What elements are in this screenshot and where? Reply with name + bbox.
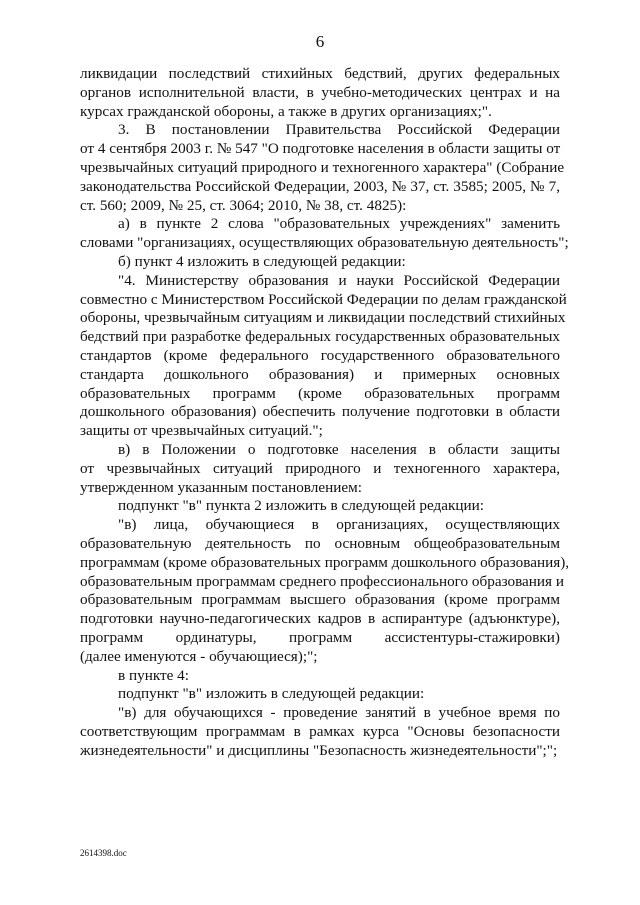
text-line: образовательных программ (кроме образовательных программ bbox=[80, 384, 560, 402]
page-number: 6 bbox=[315, 32, 325, 51]
text-line: а) в пункте 2 слова "образовательных учреждениях" заменить bbox=[118, 215, 560, 233]
document-body bbox=[80, 65, 570, 760]
text-line: обороны, чрезвычайным ситуациям и ликвидации последствий стихийных bbox=[80, 309, 566, 327]
text-line: программ ординатуры, программ ассистентуры-стажировки) bbox=[80, 628, 560, 646]
text-line: органов исполнительной власти, в учебно-методических центрах и на bbox=[80, 83, 560, 101]
text-line: образовательную деятельность по основным общеобразовательным bbox=[80, 534, 560, 552]
text-line: образовательным программам высшего образования (кроме программ bbox=[80, 591, 560, 609]
text-line: "в) для обучающихся - проведение занятий в учебное время по bbox=[118, 704, 560, 722]
text-line: жизнедеятельности" и дисциплины "Безопасность жизнедеятельности";"; bbox=[80, 741, 558, 759]
text-line: бедствий при разработке федеральных государственных образовательных bbox=[80, 328, 560, 346]
text-line: подготовки научно-педагогических кадров в аспирантуре (адъюнктуре), bbox=[80, 610, 560, 628]
text-line: в пункте 4: bbox=[118, 666, 189, 684]
text-line: утвержденном указанным постановлением: bbox=[80, 478, 362, 496]
text-line: в) в Положении о подготовке населения в области защиты bbox=[118, 440, 560, 458]
text-line: словами "организациях, осуществляющих образовательную деятельность"; bbox=[80, 234, 569, 252]
text-line: защиты от чрезвычайных ситуаций."; bbox=[80, 422, 323, 440]
text-line: подпункт "в" пункта 2 изложить в следующей редакции: bbox=[118, 497, 484, 515]
text-line: стандарта дошкольного образования) и примерных основных bbox=[80, 365, 560, 383]
text-line: подпункт "в" изложить в следующей редакции: bbox=[118, 685, 425, 703]
text-line: стандартов (кроме федерального государственного образовательного bbox=[80, 346, 560, 364]
text-line: законодательства Российской Федерации, 2003, № 37, ст. 3585; 2005, № 7, bbox=[80, 177, 560, 195]
file-name-footer: 2614398.doc bbox=[80, 848, 127, 858]
text-line: курсах гражданской обороны, а также в других организациях;". bbox=[80, 102, 492, 120]
text-line: совместно с Министерством Российской Федерации по делам гражданской bbox=[80, 290, 567, 308]
text-line: дошкольного образования) обеспечить получение подготовки в области bbox=[80, 403, 560, 421]
text-line: "в) лица, обучающиеся в организациях, осуществляющих bbox=[118, 516, 560, 534]
text-line: ликвидации последствий стихийных бедствий, других федеральных bbox=[80, 65, 560, 82]
text-line: ст. 560; 2009, № 25, ст. 3064; 2010, № 38, ст. 4825): bbox=[80, 196, 407, 214]
text-line: 3. В постановлении Правительства Российской Федерации bbox=[118, 121, 560, 139]
text-line: (далее именуются - обучающиеся);"; bbox=[80, 647, 318, 665]
text-line: от 4 сентября 2003 г. № 547 "О подготовке населения в области защиты от bbox=[80, 140, 561, 158]
text-line: б) пункт 4 изложить в следующей редакции: bbox=[118, 252, 406, 270]
text-line: от чрезвычайных ситуаций природного и техногенного характера, bbox=[80, 459, 560, 477]
text-line: чрезвычайных ситуаций природного и техногенного характера" (Собрание bbox=[80, 158, 565, 176]
text-line: "4. Министерству образования и науки Российской Федерации bbox=[118, 271, 560, 289]
text-line: образовательным программам среднего профессионального образования и bbox=[80, 572, 564, 590]
text-line: соответствующим программам в рамках курса "Основы безопасности bbox=[80, 722, 560, 740]
text-line: программам (кроме образовательных программ дошкольного образования), bbox=[80, 553, 570, 571]
